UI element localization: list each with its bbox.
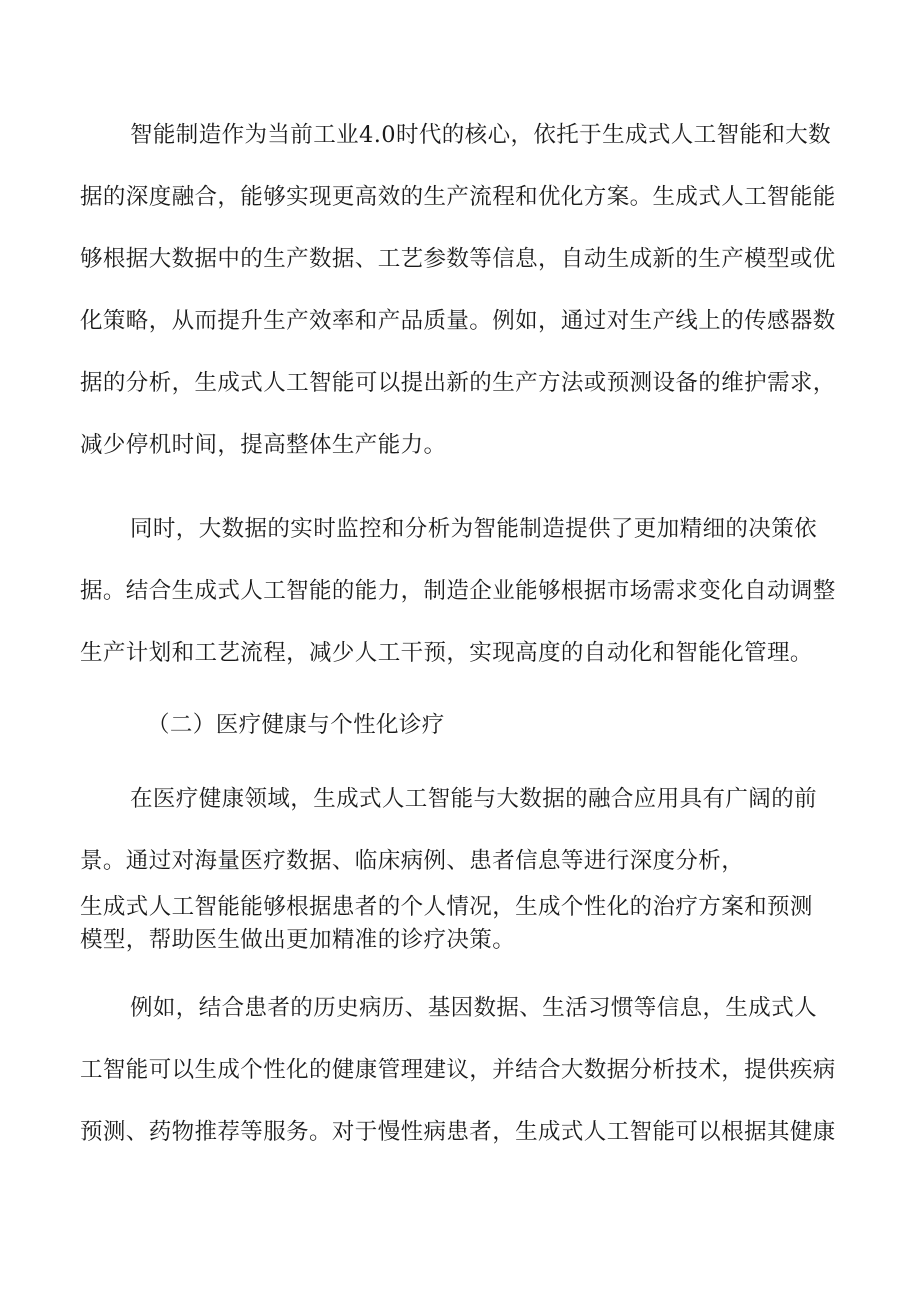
section-heading: （二）医疗健康与个性化诊疗 [147,712,445,738]
paragraph-1-line-3: 够根据大数据中的生产数据、工艺参数等信息，自动生成新的生产模型或优 [80,246,836,272]
paragraph-1-line-1: 智能制造作为当前工业4.0时代的核心，依托于生成式人工智能和大数 [130,122,832,148]
paragraph-4-line-2: 工智能可以生成个性化的健康管理建议，并结合大数据分析技术，提供疾病 [80,1057,836,1083]
paragraph-3-line-2: 景。通过对海量医疗数据、临床病例、患者信息等进行深度分析， [80,848,745,874]
paragraph-2-line-3: 生产计划和工艺流程，减少人工干预，实现高度的自动化和智能化管理。 [80,640,813,666]
paragraph-4-line-3: 预测、药物推荐等服务。对于慢性病患者，生成式人工智能可以根据其健康 [80,1119,836,1145]
paragraph-1-line-5: 据的分析，生成式人工智能可以提出新的生产方法或预测设备的维护需求， [80,370,836,396]
paragraph-2-line-2: 据。结合生成式人工智能的能力，制造企业能够根据市场需求变化自动调整 [80,578,836,604]
paragraph-1-line-4: 化策略，从而提升生产效率和产品质量。例如，通过对生产线上的传感器数 [80,308,836,334]
paragraph-1-line-6: 减少停机时间，提高整体生产能力。 [80,432,447,458]
paragraph-4-line-1: 例如，结合患者的历史病历、基因数据、生活习惯等信息，生成式人 [130,995,818,1021]
paragraph-3-line-4: 模型，帮助医生做出更加精准的诊疗决策。 [80,927,516,953]
paragraph-3-line-3: 生成式人工智能能够根据患者的个人情况，生成个性化的治疗方案和预测 [80,894,813,920]
paragraph-3-line-1: 在医疗健康领域，生成式人工智能与大数据的融合应用具有广阔的前 [130,786,818,812]
paragraph-1-line-2: 据的深度融合，能够实现更高效的生产流程和优化方案。生成式人工智能能 [80,184,836,210]
paragraph-2-line-1: 同时，大数据的实时监控和分析为智能制造提供了更加精细的决策依 [130,516,818,542]
